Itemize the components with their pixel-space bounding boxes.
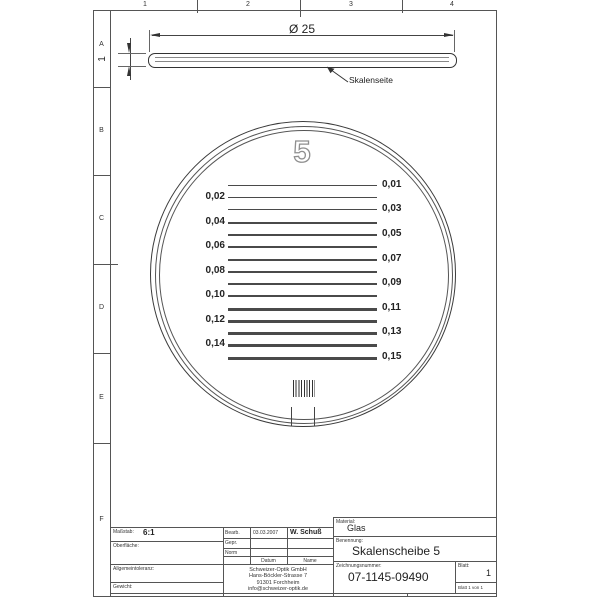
dim-arrow-left-icon <box>150 33 160 37</box>
scale-line-label: 0,15 <box>382 351 402 362</box>
thickness-dimension-label: 1 <box>97 56 108 62</box>
zone-column-label: 4 <box>450 1 454 8</box>
scale-line <box>228 246 377 248</box>
blatt-value: 1 <box>485 568 491 578</box>
zone-tick <box>93 87 110 88</box>
scale-line-label: 0,10 <box>205 289 225 300</box>
scale-line-label: 0,11 <box>382 302 401 313</box>
scale-line-label: 0,14 <box>205 338 225 349</box>
scale-line <box>228 344 377 347</box>
zone-tick <box>93 353 110 354</box>
gepr-label: Gepr. <box>225 540 238 546</box>
scale-line-label: 0,05 <box>382 228 402 239</box>
titleblock-line <box>223 556 333 557</box>
frame-top-line <box>93 10 497 11</box>
scale-line-label: 0,04 <box>205 216 225 227</box>
scale-line <box>228 209 377 210</box>
skalenseite-callout: Skalenseite <box>349 75 393 85</box>
disc-profile-inner-line <box>155 61 449 62</box>
grating-hatch-block <box>293 380 315 397</box>
material-value: Glas <box>347 523 366 533</box>
scale-line-label: 0,06 <box>205 240 225 251</box>
scale-line <box>228 234 377 236</box>
titleblock-line <box>333 517 334 597</box>
grating-mark-line <box>314 407 315 426</box>
zone-tick <box>93 175 110 176</box>
zone-column-label: 3 <box>349 1 353 8</box>
scale-line-label: 0,07 <box>382 253 402 264</box>
company-city: 91301 Forchheim <box>256 579 300 586</box>
center-tick <box>93 264 118 265</box>
dim-arrow-right-icon <box>444 33 454 37</box>
masstab-label: Maßstab: <box>113 529 134 535</box>
blatt-von-label: Blatt 1 von 1 <box>458 585 484 590</box>
scale-line <box>228 308 377 311</box>
titleblock-line <box>333 517 496 518</box>
frame-right-line <box>496 10 497 597</box>
titleblock-line <box>110 582 223 583</box>
scale-line-label: 0,01 <box>382 179 402 190</box>
oberflaeche-label: Oberfläche: <box>113 543 139 549</box>
bearb-date: 03.03.2007 <box>253 530 279 536</box>
masstab-value: 6:1 <box>143 528 155 537</box>
zone-column-divider <box>110 10 111 597</box>
company-block <box>223 567 333 592</box>
scale-line <box>228 320 377 323</box>
benennung-value: Skalenscheibe 5 <box>352 544 441 558</box>
dim-arrow-up-icon <box>127 66 131 76</box>
dim-arrow-down-icon <box>127 43 131 53</box>
zone-column-label: 1 <box>143 1 147 8</box>
scale-line <box>228 295 377 297</box>
titleblock-line <box>223 548 333 549</box>
scale-line <box>228 332 377 335</box>
company-street: Hans-Böckler-Strasse 7 <box>248 573 308 580</box>
scale-line <box>228 197 377 198</box>
zone-tick <box>197 0 198 13</box>
grating-mark-line <box>291 407 292 426</box>
scale-line-label: 0,08 <box>205 265 225 276</box>
bearb-name: W. Schuß <box>290 529 322 536</box>
titleblock-line <box>110 541 223 542</box>
zeichnungsnummer-label: Zeichnungsnummer: <box>336 563 382 569</box>
zone-row-label: D <box>98 304 105 311</box>
benennung-label: Benennung: <box>336 538 363 544</box>
gewicht-label: Gewicht: <box>113 584 133 590</box>
datum-header: Datum <box>261 558 276 564</box>
zone-column-label: 2 <box>246 1 250 8</box>
extension-line <box>118 53 146 54</box>
scale-line <box>228 222 377 224</box>
disc-big-numeral: 5 <box>293 134 311 169</box>
titleblock-line <box>223 538 333 539</box>
scale-line <box>228 283 377 285</box>
titleblock-line <box>455 582 496 583</box>
extension-line <box>454 30 455 52</box>
diameter-dimension-label: Ø 25 <box>288 22 315 36</box>
company-email: info@schweizer-optik.de <box>248 585 308 592</box>
zone-row-label: B <box>99 127 104 134</box>
scale-line <box>228 271 377 273</box>
titleblock-line <box>407 593 408 597</box>
scale-line-label: 0,09 <box>382 277 402 288</box>
scale-line <box>228 185 377 186</box>
zone-row-label: E <box>99 394 104 401</box>
titleblock-line <box>333 536 496 537</box>
scale-line-label: 0,13 <box>382 326 402 337</box>
zone-tick <box>93 443 110 444</box>
scale-line <box>228 259 377 261</box>
titleblock-line <box>333 561 496 562</box>
company-name: Schweizer-Optik GmbH <box>249 567 307 573</box>
material-label: Material: <box>336 519 356 525</box>
zone-row-label: F <box>99 516 104 523</box>
frame-bottom-line <box>93 596 497 597</box>
scale-line-label: 0,12 <box>205 314 225 325</box>
zeichnungsnummer-value: 07-1145-09490 <box>348 570 429 584</box>
zone-row-label: A <box>99 41 104 48</box>
zone-tick <box>402 0 403 13</box>
titleblock-line <box>110 593 496 594</box>
name-header: Name <box>303 558 317 564</box>
extension-line <box>118 66 146 67</box>
scale-line <box>228 357 377 360</box>
zone-row-label: C <box>98 215 105 222</box>
bearb-label: Bearb. <box>225 530 240 536</box>
norm-label: Norm <box>225 550 238 556</box>
allgemeintoleranz-label: Allgemeintoleranz: <box>113 566 155 572</box>
center-tick <box>300 0 301 17</box>
blatt-label: Blatt: <box>458 563 470 569</box>
disc-profile-inner-line <box>155 57 449 58</box>
scale-line-label: 0,02 <box>205 191 225 202</box>
titleblock-line <box>110 564 333 565</box>
scale-line-label: 0,03 <box>382 203 402 214</box>
